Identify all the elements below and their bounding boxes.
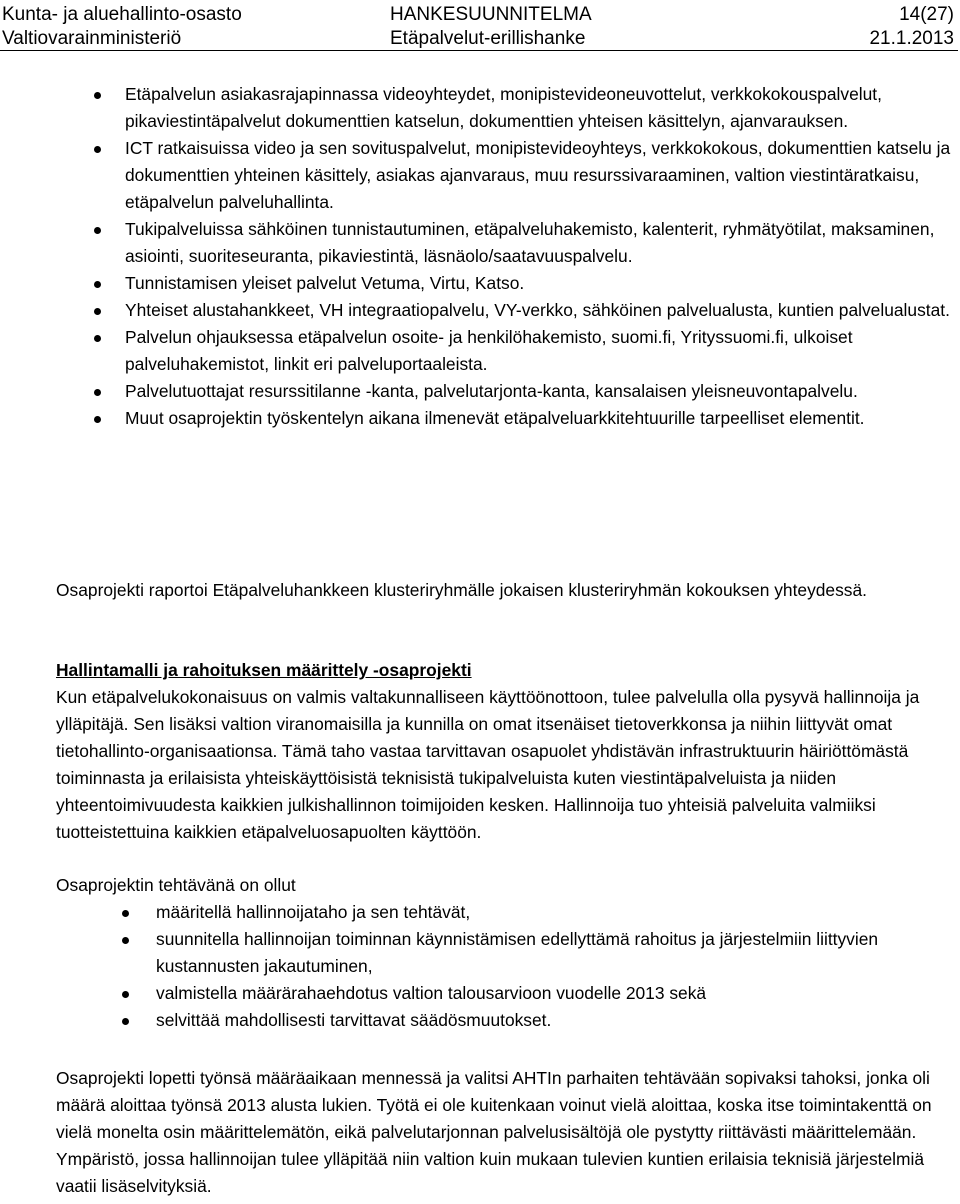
header-page-number: 14(27) bbox=[899, 4, 954, 25]
header-department: Kunta- ja aluehallinto-osasto bbox=[2, 4, 242, 25]
header-row-top bbox=[0, 3, 960, 27]
final-paragraph: Osaprojekti lopetti työnsä määräaikaan mennessä ja valitsi AHTIn parhaiten tehtävään sopivaksi tahoksi, jonka oli määrä aloittaa työnsä 2013 alusta lukien. Työtä ei ole kuitenkaan voinut vielä aloittaa, koska itse toimintakenttä on vielä monelta osin määrittelemätön, eikä palvelutarjonnan palvelusisältöjä ole pystytty riittävästi määrittelemään. Ympäristö, jossa hallinnoijan tulee ylläpitää niin valtion kuin mukaan tulevien kuntien erilaisia teknisiä järjestelmiä vaatii lisäselvityksiä. bbox=[56, 1068, 932, 1196]
section-paragraph: Kun etäpalvelukokonaisuus on valmis valtakunnalliseen käyttöönottoon, tulee palvelulla olla pysyvä hallinnoija ja ylläpitäjä. Sen lisäksi valtion viranomaisilla ja kunnilla on omat itsenäiset tietoverkkonsa ja niihin liittyvät omat tietohallinto-organisaationsa. Tämä taho vastaa tarvittavan osapuolet yhdistävän infrastruktuurin häiriöttömästä toiminnasta ja erilaisista yhteiskäyttöisistä teknisistä tukipalveluista kuten viestintäpalveluista ja niiden yhteentoimivuudesta kaikkien julkishallinnon toimijoiden kesken. Hallinnoija tuo yhteisiä palveluita valmiiksi tuotteistettuina kaikkien etäpalveluosapuolten käyttöön. bbox=[56, 687, 920, 842]
list-item: määritellä hallinnoijataho ja sen tehtävät, bbox=[122, 899, 922, 926]
list-item: suunnitella hallinnoijan toiminnan käynnistämisen edellyttämä rahoitus ja järjestelmiin liittyvien kustannusten jakautuminen, bbox=[122, 926, 922, 980]
list-item: ICT ratkaisuissa video ja sen sovituspalvelut, monipistevideoyhteys, verkkokokous, dokumenttien katselu ja dokumenttien yhteinen käsittely, asiakas ajanvaraus, muu resurssivaraaminen, valtion viestintäratkaisu, etäpalvelun palveluhallinta. bbox=[94, 135, 954, 216]
header-project-name: Etäpalvelut-erillishanke bbox=[390, 28, 586, 49]
section-heading: Hallintamalli ja rahoituksen määrittely -osaprojekti bbox=[56, 660, 472, 680]
list-item: valmistella määrärahaehdotus valtion talousarvioon vuodelle 2013 sekä bbox=[122, 980, 922, 1007]
list-item: Etäpalvelun asiakasrajapinnassa videoyhteydet, monipistevideoneuvottelut, verkkokokouspalvelut, pikaviestintäpalvelut dokumenttien katselun, dokumenttien yhteisen käsittelyn, ajanvarauksen. bbox=[94, 81, 954, 135]
tasks-bullet-list bbox=[122, 899, 922, 1034]
architecture-bullet-list bbox=[94, 81, 954, 432]
tasks-intro: Osaprojektin tehtävänä on ollut bbox=[56, 875, 296, 895]
header-divider bbox=[0, 50, 958, 51]
header-date: 21.1.2013 bbox=[869, 28, 954, 49]
list-item: Palvelun ohjauksessa etäpalvelun osoite- ja henkilöhakemisto, suomi.fi, Yrityssuomi.fi, ulkoiset palveluhakemistot, linkit eri palveluportaaleista. bbox=[94, 324, 954, 378]
header-document-type: HANKESUUNNITELMA bbox=[390, 4, 592, 25]
report-paragraph: Osaprojekti raportoi Etäpalveluhankkeen klusteriryhmälle jokaisen klusteriryhmän kokouksen yhteydessä. bbox=[56, 580, 867, 600]
list-item: Muut osaprojektin työskentelyn aikana ilmenevät etäpalveluarkkitehtuurille tarpeelliset elementit. bbox=[94, 405, 954, 432]
header-ministry: Valtiovarainministeriö bbox=[2, 28, 182, 49]
page-header bbox=[0, 0, 960, 50]
list-item: selvittää mahdollisesti tarvittavat säädösmuutokset. bbox=[122, 1007, 922, 1034]
list-item: Tunnistamisen yleiset palvelut Vetuma, Virtu, Katso. bbox=[94, 270, 954, 297]
list-item: Tukipalveluissa sähköinen tunnistautuminen, etäpalveluhakemisto, kalenterit, ryhmätyötilat, maksaminen, asiointi, suoriteseuranta, pikaviestintä, läsnäolo/saatavuuspalvelu. bbox=[94, 216, 954, 270]
list-item: Palvelutuottajat resurssitilanne -kanta, palvelutarjonta-kanta, kansalaisen yleisneuvontapalvelu. bbox=[94, 378, 954, 405]
header-row-bottom bbox=[0, 27, 960, 51]
list-item: Yhteiset alustahankkeet, VH integraatiopalvelu, VY-verkko, sähköinen palvelualusta, kuntien palvelualustat. bbox=[94, 297, 954, 324]
